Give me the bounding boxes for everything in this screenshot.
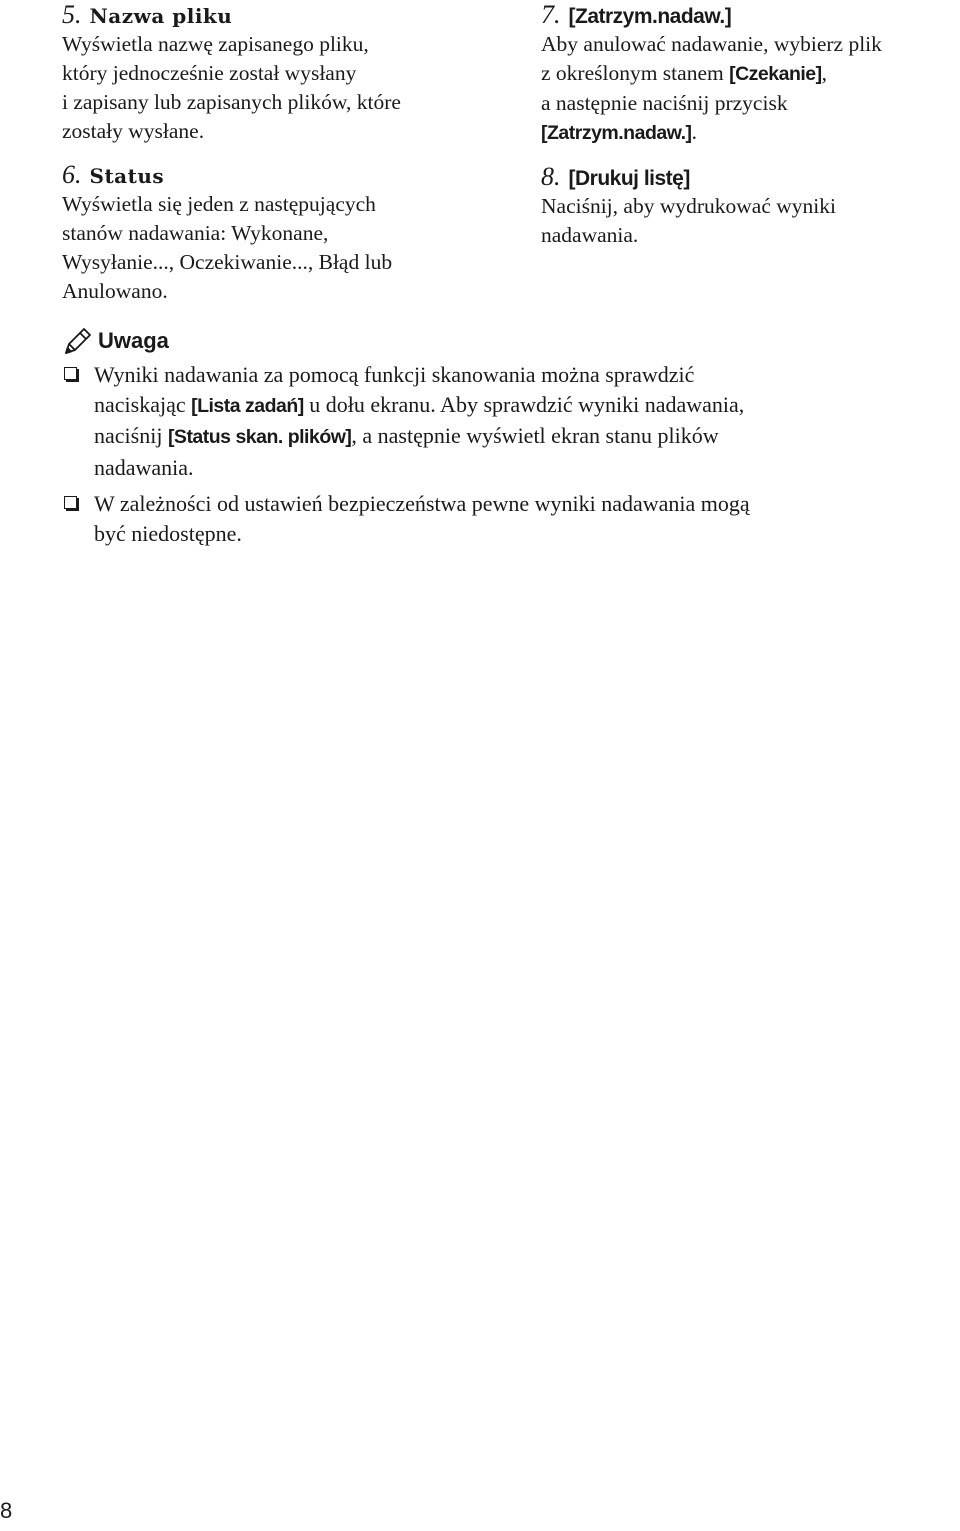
item-title: [Drukuj listę]: [568, 167, 690, 190]
page-number: 8: [0, 1498, 13, 1523]
item-description: Wyświetla się jeden z następujących stanów nadawania: Wykonane, Wysyłanie..., Oczekiwanie..., Błąd lub Anulowano.: [62, 192, 393, 303]
left-column: [62, 0, 502, 306]
key-label-scan-file-status: [Status skan. plików]: [167, 426, 352, 448]
pencil-icon: [62, 325, 94, 357]
item-heading: [62, 0, 502, 30]
item-description: Naciśnij, aby wydrukować wyniki nadawania.: [541, 194, 836, 247]
text-segment: Wyniki nadawania za pomocą funkcji skanowania można sprawdzić naciskając: [94, 362, 695, 417]
item-title: Nazwa pliku: [89, 4, 233, 28]
text-segment: , a następnie wyświetl ekran stanu plików nadawania.: [94, 423, 719, 480]
item-file-name: [62, 0, 502, 146]
checkbox-bullet-icon: [64, 367, 77, 380]
note-bullet-text: W zależności od ustawień bezpieczeństwa pewne wyniki nadawania mogą być niedostępne.: [94, 491, 750, 546]
key-label-job-list: [Lista zadań]: [191, 394, 304, 417]
text-segment: Aby anulować nadawanie, wybierz plik z określonym stanem: [541, 32, 882, 85]
item-number: 7.: [541, 0, 561, 29]
item-stop-transmission: [541, 0, 960, 148]
item-status: [62, 160, 502, 306]
item-number: 6.: [62, 160, 82, 189]
note-section: [62, 322, 960, 555]
right-column: [541, 0, 960, 250]
item-heading: [62, 160, 502, 190]
item-number: 5.: [62, 0, 82, 29]
checkbox-bullet-icon: [64, 496, 77, 509]
item-title: Status: [89, 164, 165, 188]
item-description: Wyświetla nazwę zapisanego pliku, który jednocześnie został wysłany i zapisany lub zapisanych plików, które zostały wysłane.: [62, 32, 401, 143]
item-heading: [541, 0, 960, 30]
text-segment: .: [691, 120, 697, 144]
key-label-waiting: [Czekanie]: [729, 63, 822, 85]
item-number: 8.: [541, 162, 561, 191]
note-bullet: [62, 489, 960, 548]
key-label-stop-transmission: [Zatrzym.nadaw.]: [541, 122, 692, 144]
item-title: [Zatrzym.nadaw.]: [568, 5, 732, 28]
note-title: Uwaga: [98, 328, 169, 353]
text-segment: , a następnie naciśnij przycisk: [541, 61, 827, 115]
item-heading: [541, 162, 960, 192]
item-description: [541, 30, 960, 148]
note-header: [62, 322, 960, 360]
text-segment: u dołu ekranu. Aby sprawdzić wyniki nadawania, naciśnij: [94, 391, 745, 448]
item-print-list: [541, 162, 960, 250]
note-bullet: [62, 360, 960, 482]
